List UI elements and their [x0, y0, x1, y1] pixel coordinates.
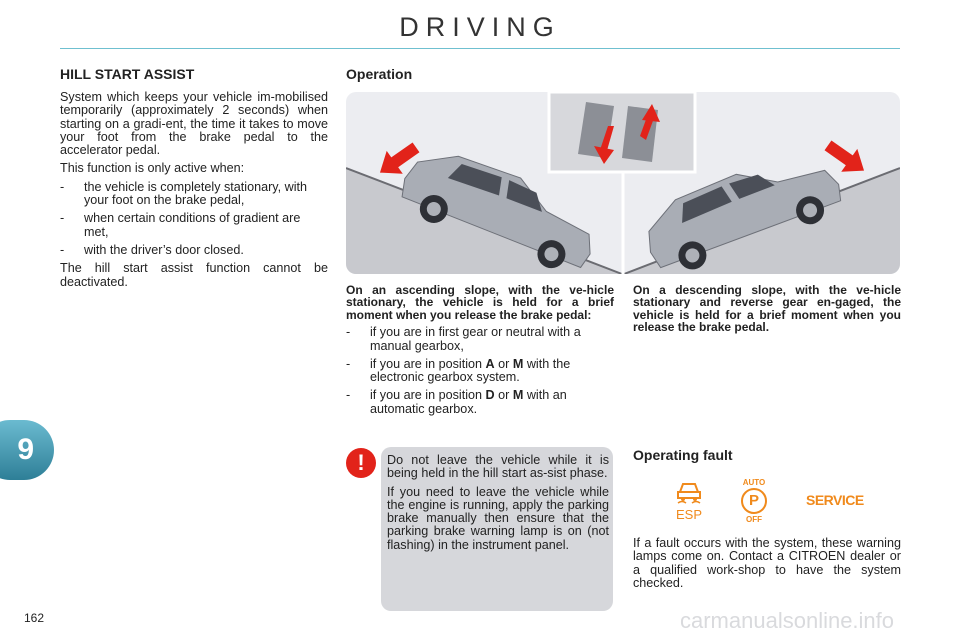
auto-label: AUTO: [742, 478, 766, 487]
page-title: DRIVING: [399, 12, 561, 42]
pedal-inset-icon: [549, 92, 695, 172]
list-item: - if you are in position D or M with an automatic gearbox.: [346, 388, 567, 416]
exclamation-icon: !: [346, 448, 376, 478]
note-paragraph: The hill start assist function cannot be deactivated.: [60, 261, 328, 289]
page-number: 162: [24, 611, 45, 625]
auto-p-off-icon: [734, 478, 774, 524]
warning-text: [387, 454, 609, 552]
list-item: - with the driver’s door closed.: [60, 242, 244, 257]
ascending-block: [346, 284, 614, 416]
intro-paragraph: System which keeps your vehicle im-mobilised temporarily (approximately 2 seconds) when starting on a gradi-ent, the time it takes to move your foot from the brake pedal to the accelerator pedal.: [60, 90, 328, 158]
parking-p-label: P: [741, 488, 767, 514]
warning-paragraph: If you need to leave the vehicle while the engine is running, apply the parking brake manually then ensure that the parking brake warning lamp is on (not flashing) in the instrument panel.: [387, 484, 609, 552]
list-item: - when certain conditions of gradient are met,: [60, 211, 301, 239]
esp-label: ESP: [675, 507, 702, 522]
descending-caption: On a descending slope, with the ve-hicle stationary and reverse gear en-gaged, the vehicle is held for a brief moment when you release the brake pedal.: [633, 283, 901, 335]
ascending-caption: On an ascending slope, with the ve-hicle stationary, the vehicle is held for a brief moment when you release the brake pedal:: [346, 283, 614, 322]
header-rule: [60, 48, 900, 49]
off-label: OFF: [746, 515, 762, 524]
service-warning-icon: SERVICE: [806, 492, 864, 508]
left-column: [60, 91, 328, 289]
warning-paragraph: Do not leave the vehicle while it is being held in the hill start as-sist phase.: [387, 453, 609, 481]
section-heading: HILL START ASSIST: [60, 66, 195, 82]
hill-illustration-graphic: [346, 92, 900, 274]
chapter-tab: 9: [0, 420, 54, 480]
fault-text: If a fault occurs with the system, these warning lamps come on. Contact a CITROEN dealer or a qualified work-shop to have the system checked.: [633, 536, 901, 590]
list-item: - the vehicle is completely stationary, with your foot on the brake pedal,: [60, 179, 308, 208]
watermark: carmanualsonline.info: [680, 608, 895, 633]
hill-start-illustration: [346, 92, 900, 274]
operation-heading: Operation: [346, 66, 413, 82]
esp-warning-icon: [672, 478, 706, 522]
condition-intro: This function is only active when:: [60, 161, 245, 176]
list-item: - if you are in first gear or neutral with a manual gearbox,: [346, 325, 581, 353]
fault-heading: Operating fault: [633, 447, 733, 463]
list-item: - if you are in position A or M with the electronic gearbox system.: [346, 356, 571, 385]
